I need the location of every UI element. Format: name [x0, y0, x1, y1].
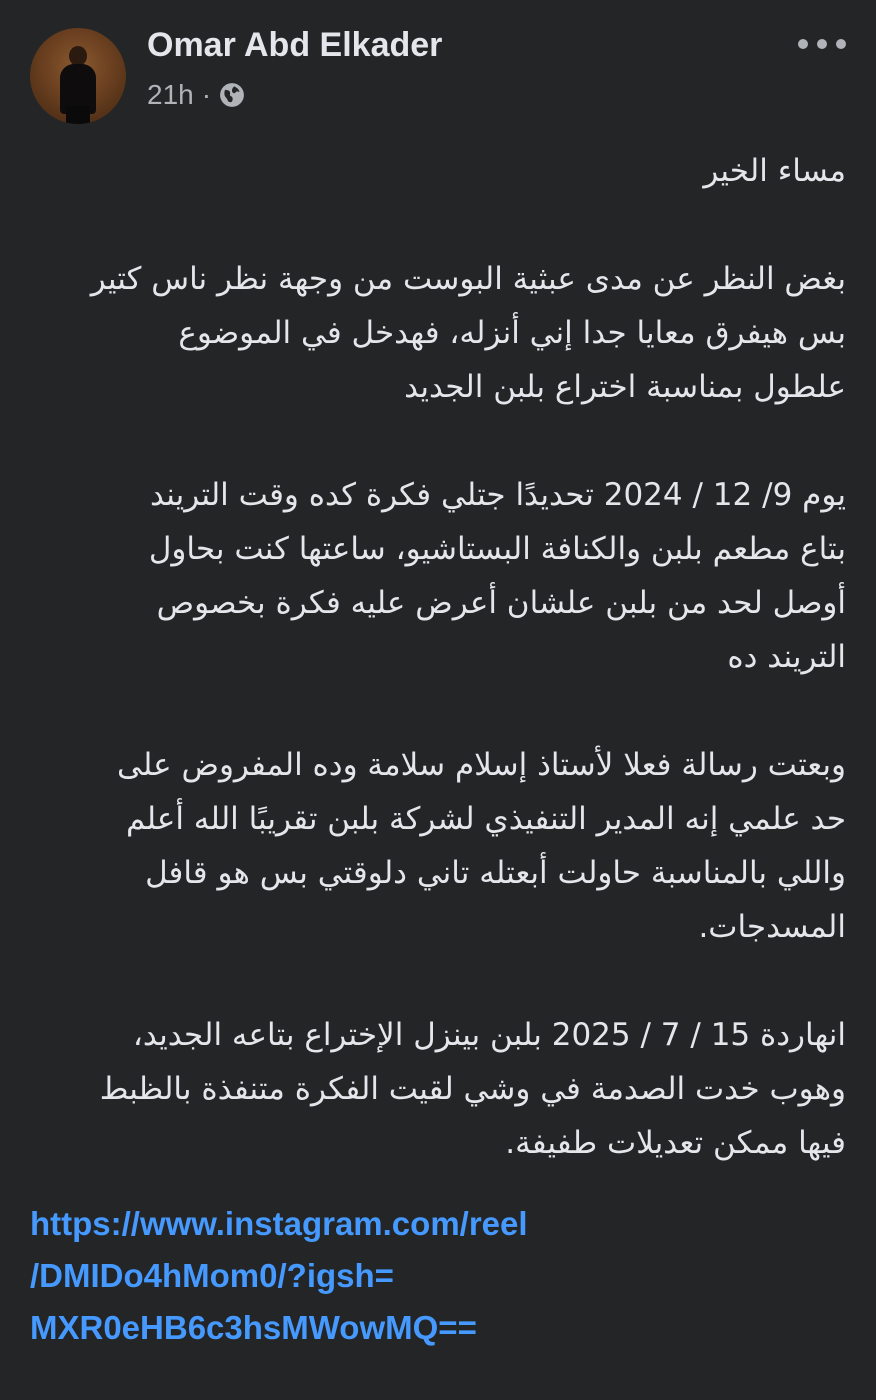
post-paragraph-idea [30, 468, 846, 684]
more-dot [836, 39, 846, 49]
text-line: حد علمي إنه المدير التنفيذي لشركة بلبن تقريبًا الله أعلم [125, 801, 846, 837]
text-line: علطول بمناسبة اختراع بلبن الجديد [404, 369, 846, 405]
post-header [30, 20, 846, 120]
post-timestamp[interactable]: 21h [147, 79, 194, 110]
text-line: أوصل لحد من بلبن علشان أعرض عليه فكرة بخصوص [156, 585, 846, 621]
text-line: بس هيفرق معايا جدا إني أنزله، فهدخل في الموضوع [178, 315, 846, 351]
more-dot [798, 39, 808, 49]
author-name[interactable]: Omar Abd Elkader [147, 26, 443, 64]
meta-separator: · [201, 79, 212, 110]
text-line: انهاردة 15 / 7 / 2025 بلبن بينزل الإختراع بتاعه الجديد، [132, 1017, 846, 1053]
avatar-figure-legs [66, 106, 90, 124]
globe-icon[interactable] [219, 82, 245, 108]
text-line: وهوب خدت الصدمة في وشي لقيت الفكرة متنفذة بالظبط [99, 1071, 846, 1107]
text-line: واللي بالمناسبة حاولت أبعتله تاني دلوقتي بس هو قافل [145, 855, 846, 891]
avatar[interactable] [30, 28, 126, 124]
text-line: التريند ده [727, 639, 846, 675]
instagram-link[interactable] [30, 1198, 846, 1354]
text-line: يوم 9/ 12 / 2024 تحديدًا جتلي فكرة كده وقت التريند [150, 477, 846, 513]
post-paragraph-greeting [30, 144, 846, 198]
link-line[interactable]: /DMIDo4hMom0/?igsh= [30, 1257, 394, 1294]
text-line: فيها ممكن تعديلات طفيفة. [505, 1125, 846, 1161]
more-options-icon[interactable] [798, 32, 846, 56]
link-line[interactable]: MXR0eHB6c3hsMWowMQ== [30, 1309, 477, 1346]
text-line: مساء الخير [703, 153, 846, 189]
avatar-figure-head [69, 46, 87, 66]
post-body [30, 144, 846, 1354]
link-line[interactable]: https://www.instagram.com/reel [30, 1205, 528, 1242]
post-paragraph-intro [30, 252, 846, 414]
post-meta [147, 78, 245, 112]
more-dot [817, 39, 827, 49]
text-line: المسدجات. [698, 909, 846, 945]
post-paragraph-message [30, 738, 846, 954]
text-line: بتاع مطعم بلبن والكنافة البستاشيو، ساعتها كنت بحاول [148, 531, 846, 567]
text-line: وبعتت رسالة فعلا لأستاذ إسلام سلامة وده المفروض على [117, 747, 846, 783]
post-paragraph-today [30, 1008, 846, 1170]
text-line: بغض النظر عن مدى عبثية البوست من وجهة نظر ناس كتير [90, 261, 846, 297]
